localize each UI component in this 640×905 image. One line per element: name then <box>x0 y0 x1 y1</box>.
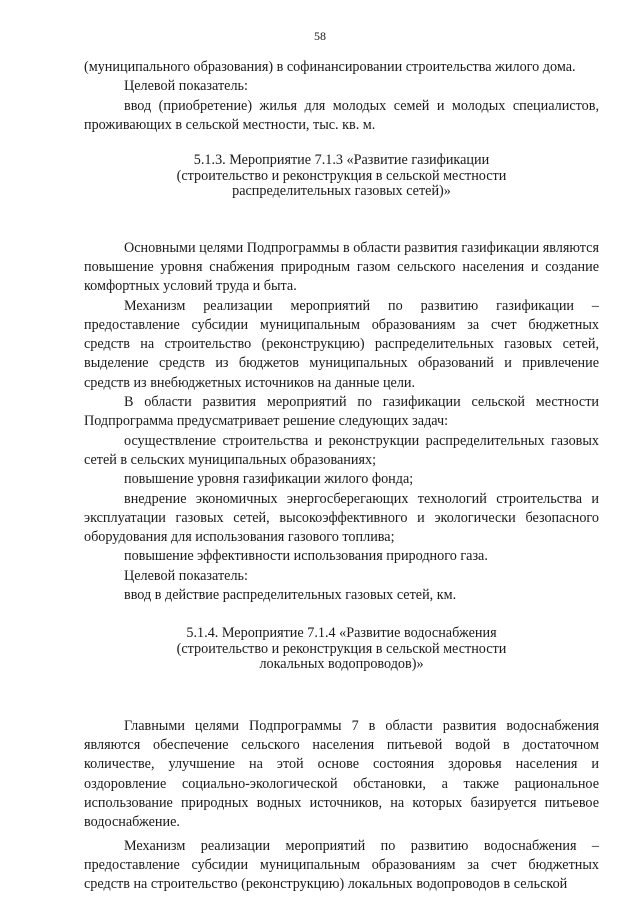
gas-task-item: осуществление строительства и реконструкции распределительных газовых сетей в сельских муниципальных образованиях; <box>84 432 599 468</box>
spacer <box>84 200 599 239</box>
heading-line: 5.1.3. Мероприятие 7.1.3 «Развитие газификации <box>193 152 490 169</box>
heading-line: (строительство и реконструкция в сельской местности <box>176 167 507 184</box>
document-body <box>84 58 599 895</box>
intro-indicator-value: ввод (приобретение) жилья для молодых семей и молодых специалистов, проживающих в сельской местности, тыс. кв. м. <box>84 97 599 133</box>
gas-task-item: повышение уровня газификации жилого фонда; <box>124 471 414 488</box>
spacer <box>84 135 599 153</box>
intro-indicator-label: Целевой показатель: <box>124 78 248 95</box>
gas-indicator-value: ввод в действие распределительных газовых сетей, км. <box>124 587 457 604</box>
gas-paragraph-goals: Основными целями Подпрограммы в области развития газификации являются повышение уровня снабжения природным газом сельского населения и создание комфортных условий труда и быта. <box>84 239 599 295</box>
page-number: 58 <box>314 29 326 43</box>
gas-paragraph-tasks-intro: В области развития мероприятий по газификации сельской местности Подпрограмма предусматривает решение следующих задач: <box>84 394 599 430</box>
spacer <box>84 605 599 626</box>
water-paragraph-goals: Главными целями Подпрограммы 7 в области развития водоснабжения являются обеспечение сельского населения питьевой водой в достаточном количестве, улучшение на этой основе состояния здоровья населения и оздоровление социально-экологической обстановки, а также рациональное использование природных водных источников, на которых базируется питьевое водоснабжение. <box>84 717 599 831</box>
heading-line: распределительных газовых сетей)» <box>232 183 451 200</box>
gas-paragraph-mechanism: Механизм реализации мероприятий по развитию газификации – предоставление субсидии муниципальным образованиям за счет бюджетных средств на строительство (реконструкцию) распределительных газовых сетей, выделение средств из бюджетов муниципальных образований и привлечение средств из внебюджетных источников на данные цели. <box>84 297 599 391</box>
intro-continuation: (муниципального образования) в софинансировании строительства жилого дома. <box>84 59 576 75</box>
section-heading-water <box>84 626 599 673</box>
spacer <box>84 673 599 717</box>
heading-line: локальных водопроводов)» <box>259 656 424 673</box>
heading-line: 5.1.4. Мероприятие 7.1.4 «Развитие водоснабжения <box>186 625 497 642</box>
gas-indicator-label: Целевой показатель: <box>124 567 248 584</box>
water-paragraph-mechanism: Механизм реализации мероприятий по развитию водоснабжения – предоставление субсидии муниципальным образованиям за счет бюджетных средств на строительство (реконструкцию) локальных водопроводов в сельской <box>84 837 599 893</box>
section-heading-gas <box>84 153 599 200</box>
gas-task-item: внедрение экономичных энергосберегающих технологий строительства и эксплуатации газовых сетей, высокоэффективного и экологически безопасного оборудования для использования газового топлива; <box>84 490 599 546</box>
heading-line: (строительство и реконструкция в сельской местности <box>176 640 507 657</box>
gas-task-item: повышение эффективности использования природного газа. <box>124 548 488 565</box>
